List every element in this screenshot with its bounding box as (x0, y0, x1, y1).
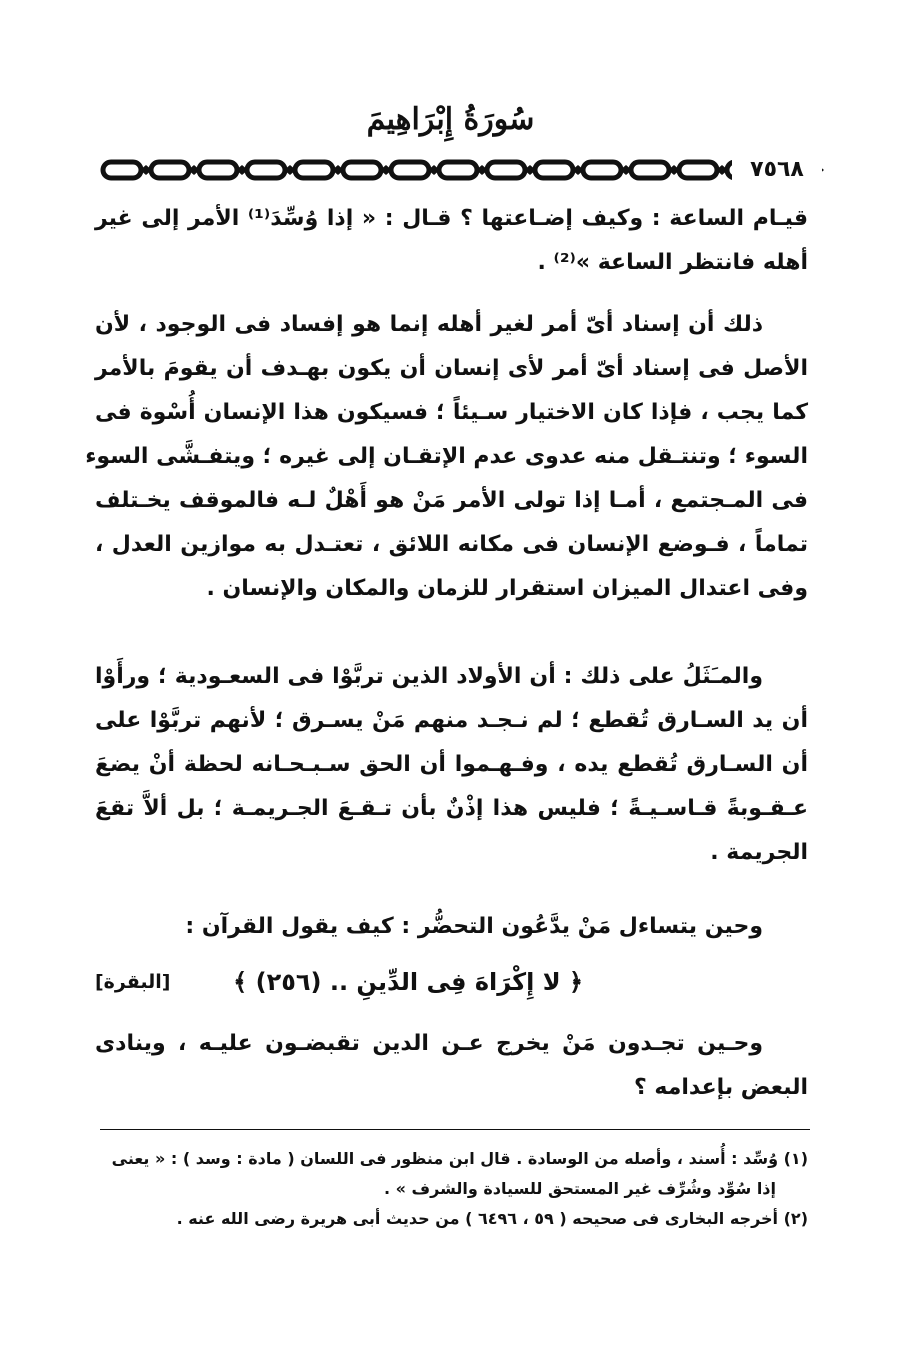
text-line: وفى اعتدال الميزان استقرار للزمان والمكان والإنسان . (206, 576, 808, 601)
ornamental-header-rule (95, 150, 835, 190)
text-line: كما يجب ، فإذا كان الاختيار سـيئاً ؛ فسيكون هذا الإنسان أُسْوة فى (95, 400, 808, 425)
paragraph-4 (95, 905, 808, 949)
text-line: السوء ؛ وتنتـقل منه عدوى عدم الإتقـان إلى غيره ؛ ويتفـشَّى السوء (85, 444, 808, 469)
text-line: البعض بإعدامه ؟ (633, 1075, 808, 1100)
surah-title: سُورَةُ إِبْرَاهِيمَ (366, 102, 535, 137)
text-line: وحـين تجـدون مَنْ يخرج عـن الدين تقبضـون عليـه ، وينادى (95, 1031, 763, 1056)
page-number: ٧٥٦٨ (732, 150, 822, 190)
quran-verse: ﴿ لا إِكْرَاهَ فِى الدِّينِ .. (٢٥٦) ﴾ (233, 968, 583, 996)
text-line: وحين يتساءل مَنْ يدَّعُون التحضُّر : كيف يقول القرآن : (185, 914, 763, 939)
text-line: تماماً ، فـوضع الإنسان فى مكانه اللائق ، تعتـدل به موازين العدل ، (95, 532, 808, 557)
paragraph-2 (85, 303, 808, 611)
footnote-1-line: (١) وُسِّد : أُسند ، وأصله من الوسادة . قال ابن منظور فى اللسان ( مادة : وسد ) : « يعنى (111, 1149, 808, 1168)
paragraph-5 (95, 1022, 808, 1110)
text-line: والمـَثَلُ على ذلك : أن الأولاد الذين تربَّوْا فى السعـودية ؛ ورأَوْا (95, 664, 763, 689)
text-line: الجريمة . (710, 840, 808, 865)
text-line: عـقـوبةً قـاسـيـةً ؛ فليس هذا إذْنٌ بأن تـقـعَ الجـريمـة ؛ بل ألاَّ تقعَ (95, 796, 808, 821)
quran-verse-row (95, 960, 808, 1004)
footnote-separator (100, 1129, 810, 1130)
paragraph-3 (95, 655, 808, 875)
text-line: الأصل فى إسناد أىّ أمر لأى إنسان أن يكون بهـدف أن يقومَ بالأمر (95, 356, 808, 381)
footnote-2-line: (٢) أخرجه البخارى فى صحيحه ( ٥٩ ، ٦٤٩٦ ) من حديث أبى هريرة رضى الله عنه . (176, 1209, 808, 1228)
text-line: أن يد السـارق تُقطع ؛ لم نـجـد منهم مَنْ يسـرق ؛ لأنهم تربَّوْا على (95, 708, 808, 733)
footnote-1-line: إذا سُوِّد وشُرِّف غير المستحق للسيادة والشرف » . (383, 1179, 776, 1198)
paragraph-1 (95, 197, 808, 285)
footnotes (95, 1144, 808, 1234)
verse-reference: [البقرة] (95, 971, 171, 993)
text-line: فى المـجتمع ، أمـا إذا تولى الأمر مَنْ هو أَهْلٌ لـه فالموقف يخـتلف (95, 488, 808, 513)
text-line: أهله فانتظر الساعة »⁽²⁾ . (537, 250, 808, 275)
text-line: أن السـارق تُقطع يده ، وفـهـموا أن الحق سـبـحـانه لحظة أنْ يضعَ (95, 752, 808, 777)
text-line: قيـام الساعة : وكيف إضـاعتها ؟ قـال : « إذا وُسِّدَ⁽¹⁾ الأمر إلى غير (95, 206, 808, 231)
text-line: ذلك أن إسناد أىّ أمر لغير أهله إنما هو إفساد فى الوجود ، لأن (95, 312, 763, 337)
